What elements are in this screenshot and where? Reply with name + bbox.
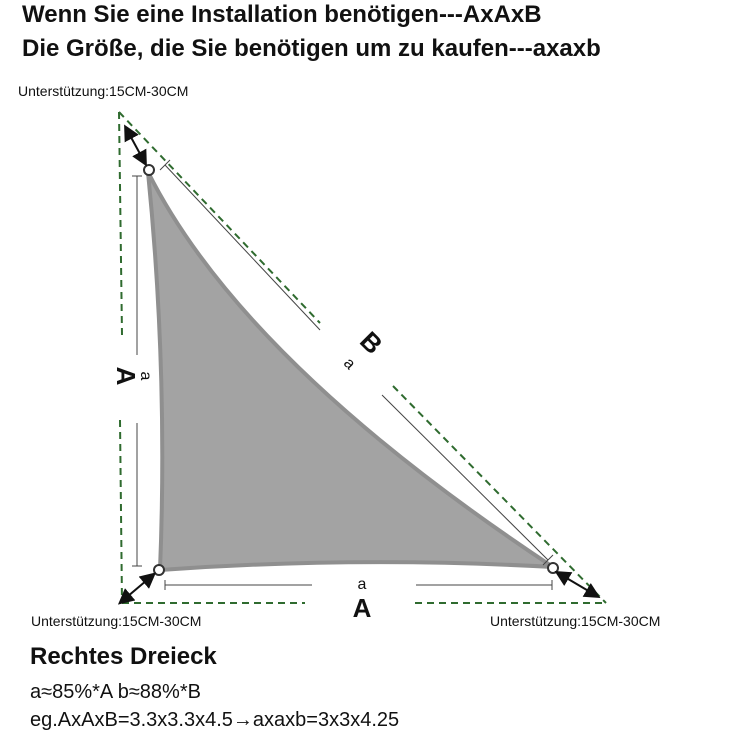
vertical-install-label: A [111,366,141,386]
vertical-sail-label: a [137,371,154,381]
support-label-top: Unterstützung:15CM-30CM [18,83,189,99]
bottom-sail-label: a [357,576,367,593]
headline-purchase: Die Größe, die Sie benötigen um zu kaufen---axaxb [22,35,601,62]
ratio-formula: a≈85%*A b≈88%*B [30,681,201,703]
headline-install: Wenn Sie eine Installation benötigen---AxAxB [22,1,542,28]
shape-title: Rechtes Dreieck [30,643,217,670]
example-formula: eg.AxAxB=3.3x3.3x4.5→axaxb=3x3x4.25 [30,709,400,731]
hypotenuse-install-label: B [354,325,389,360]
support-arrow-bottom-right [558,573,597,596]
corner-ring-bottom-left [154,565,164,575]
install-outline-left-lower [119,112,122,335]
install-outline-left-upper [120,420,122,603]
sail-shape [148,172,553,570]
corner-ring-top [144,165,154,175]
support-label-bottom-right: Unterstützung:15CM-30CM [490,613,661,629]
support-arrow-top [126,128,145,163]
hypotenuse-sail-label: a [340,354,359,373]
corner-ring-bottom-right [548,563,558,573]
bottom-install-label: A [352,593,372,623]
support-label-bottom-left: Unterstützung:15CM-30CM [31,613,202,629]
support-arrow-bottom-left [121,575,153,602]
